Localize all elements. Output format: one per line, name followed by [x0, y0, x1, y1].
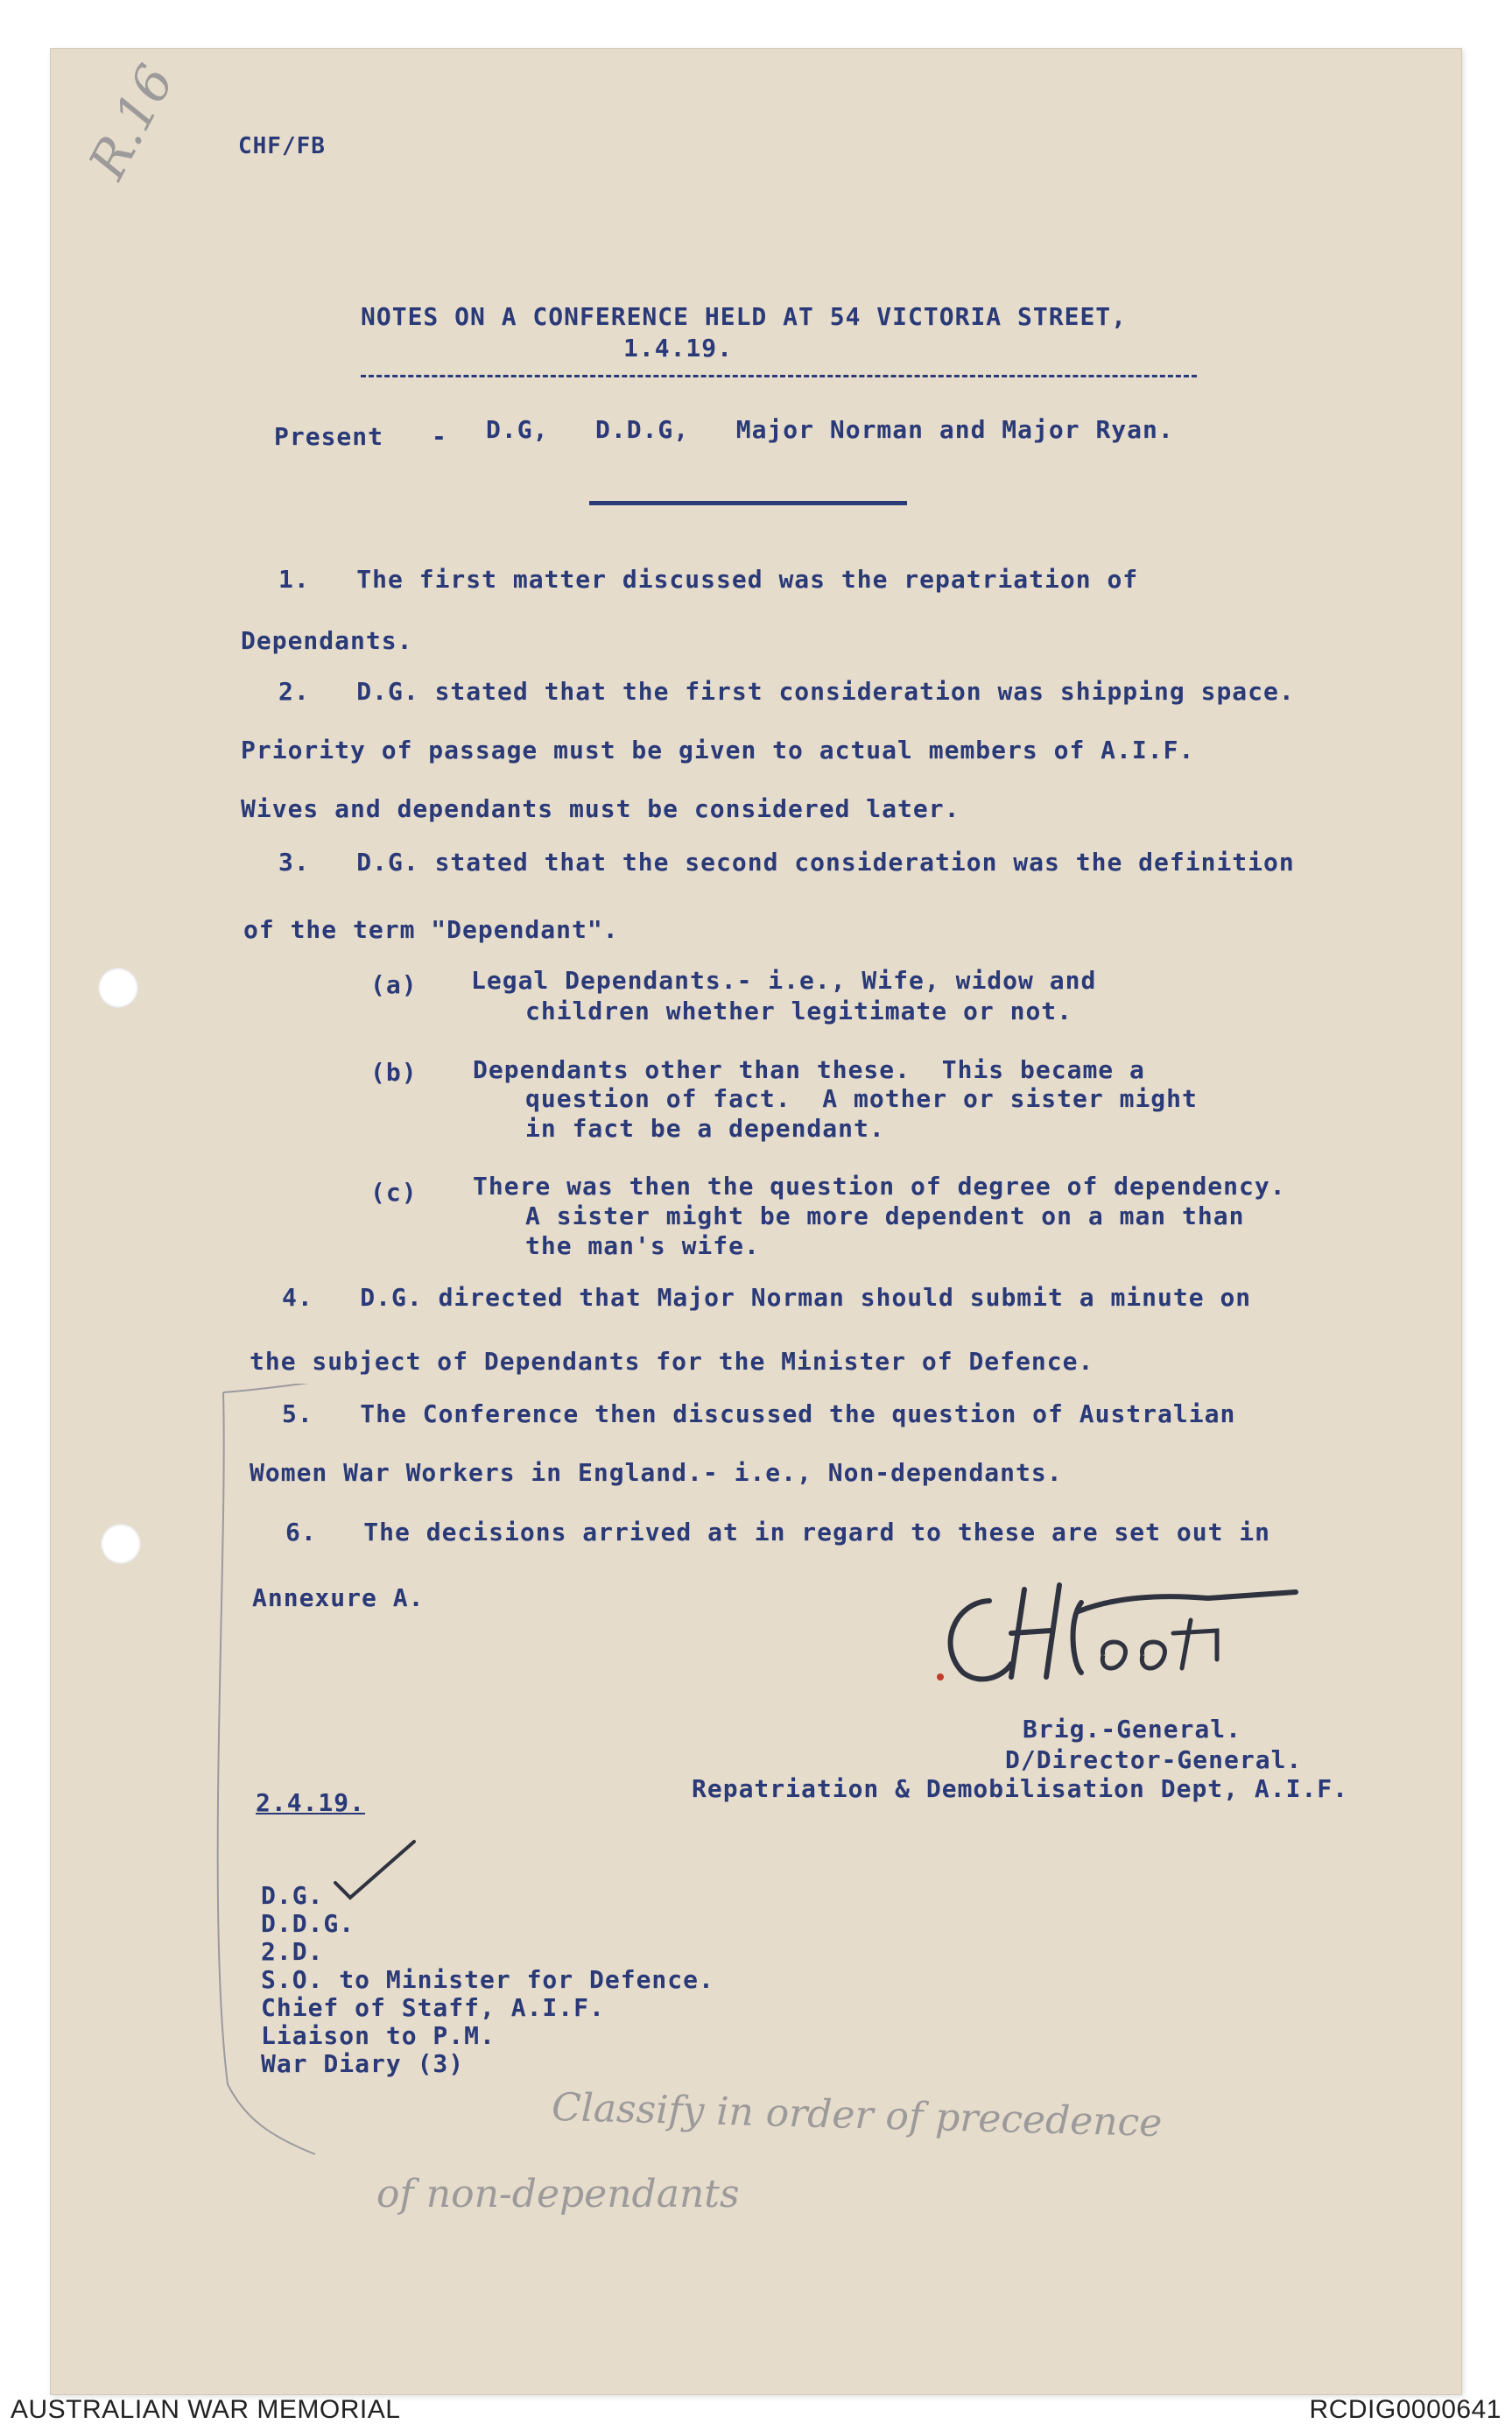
reference-code: CHF/FB [238, 133, 326, 159]
item-a-line-2: children whether legitimate or not. [525, 997, 1073, 1025]
distribution-so-minister: S.O. to Minister for Defence. [261, 1965, 714, 1994]
para-1-line-2: Dependants. [241, 626, 413, 655]
distribution-2d: 2.D. [261, 1937, 324, 1966]
item-c-line-2: A sister might be more dependent on a man than [525, 1201, 1245, 1230]
signatory-department: Repatriation & Demobilisation Dept, A.I.F. [692, 1774, 1349, 1803]
punch-hole-top [98, 968, 138, 1008]
document-date: 2.4.19. [256, 1788, 366, 1817]
present-dash: - [432, 422, 447, 451]
pencil-bracket-mark [210, 1384, 385, 2172]
distribution-liaison: Liaison to P.M. [261, 2021, 496, 2050]
signatory-rank: Brig.-General. [1023, 1715, 1242, 1744]
para-4-line-1: 4. D.G. directed that Major Norman should submit a minute on [282, 1283, 1252, 1312]
para-4-line-2: the subject of Dependants for the Minister of Defence. [250, 1347, 1094, 1376]
para-3-line-2: of the term "Dependant". [243, 915, 619, 944]
pencil-annotation-line-2: of non-dependants [376, 2172, 740, 2216]
distribution-chief-of-staff: Chief of Staff, A.I.F. [261, 1993, 605, 2022]
distribution-dg: D.G. [261, 1881, 324, 1910]
punch-hole-bottom [101, 1524, 141, 1564]
item-a-line-1: Legal Dependants.- i.e., Wife, widow and [471, 966, 1097, 995]
item-b-label: (b) [370, 1058, 418, 1087]
section-divider [589, 501, 907, 505]
title-line-2: 1.4.19. [623, 334, 734, 363]
para-2-line-3: Wives and dependants must be considered later. [241, 794, 960, 823]
para-2-line-2: Priority of passage must be given to actual members of A.I.F. [241, 736, 1195, 765]
pencil-folio-mark: R.16 [77, 55, 186, 188]
present-label: Present [274, 422, 384, 451]
item-c-line-1: There was then the question of degree of dependency. [473, 1172, 1286, 1201]
footer-right: RCDIG0000641 [1309, 2395, 1501, 2424]
para-5-line-1: 5. The Conference then discussed the question of Australian [282, 1399, 1236, 1428]
para-1-line-1: 1. The first matter discussed was the repatriation of [278, 565, 1139, 594]
item-b-line-1: Dependants other than these. This became a [473, 1055, 1145, 1084]
title-underline [361, 375, 1197, 377]
para-6-line-1: 6. The decisions arrived at in regard to these are set out in [285, 1518, 1271, 1547]
item-a-label: (a) [370, 970, 418, 999]
para-5-line-2: Women War Workers in England.- i.e., Non-dependants. [250, 1458, 1063, 1487]
footer-left: AUSTRALIAN WAR MEMORIAL [11, 2395, 401, 2424]
pencil-annotation-line-1: Classify in order of precedence [551, 2084, 1163, 2146]
para-3-line-1: 3. D.G. stated that the second consideration was the definition [278, 848, 1295, 877]
item-c-label: (c) [370, 1178, 418, 1207]
signatory-position: D/Director-General. [1005, 1745, 1303, 1774]
handwritten-signature [928, 1568, 1348, 1708]
distribution-ddg: D.D.G. [261, 1909, 355, 1938]
distribution-war-diary: War Diary (3) [261, 2049, 465, 2078]
present-value: D.G, D.D.G, Major Norman and Major Ryan. [486, 415, 1174, 444]
item-b-line-3: in fact be a dependant. [525, 1114, 885, 1143]
title-line-1: NOTES ON A CONFERENCE HELD AT 54 VICTORIA STREET, [361, 302, 1128, 331]
item-c-line-3: the man's wife. [525, 1231, 760, 1260]
item-b-line-2: question of fact. A mother or sister might [525, 1084, 1198, 1113]
para-6-line-2: Annexure A. [252, 1583, 425, 1612]
para-2-line-1: 2. D.G. stated that the first consideration was shipping space. [278, 677, 1295, 706]
